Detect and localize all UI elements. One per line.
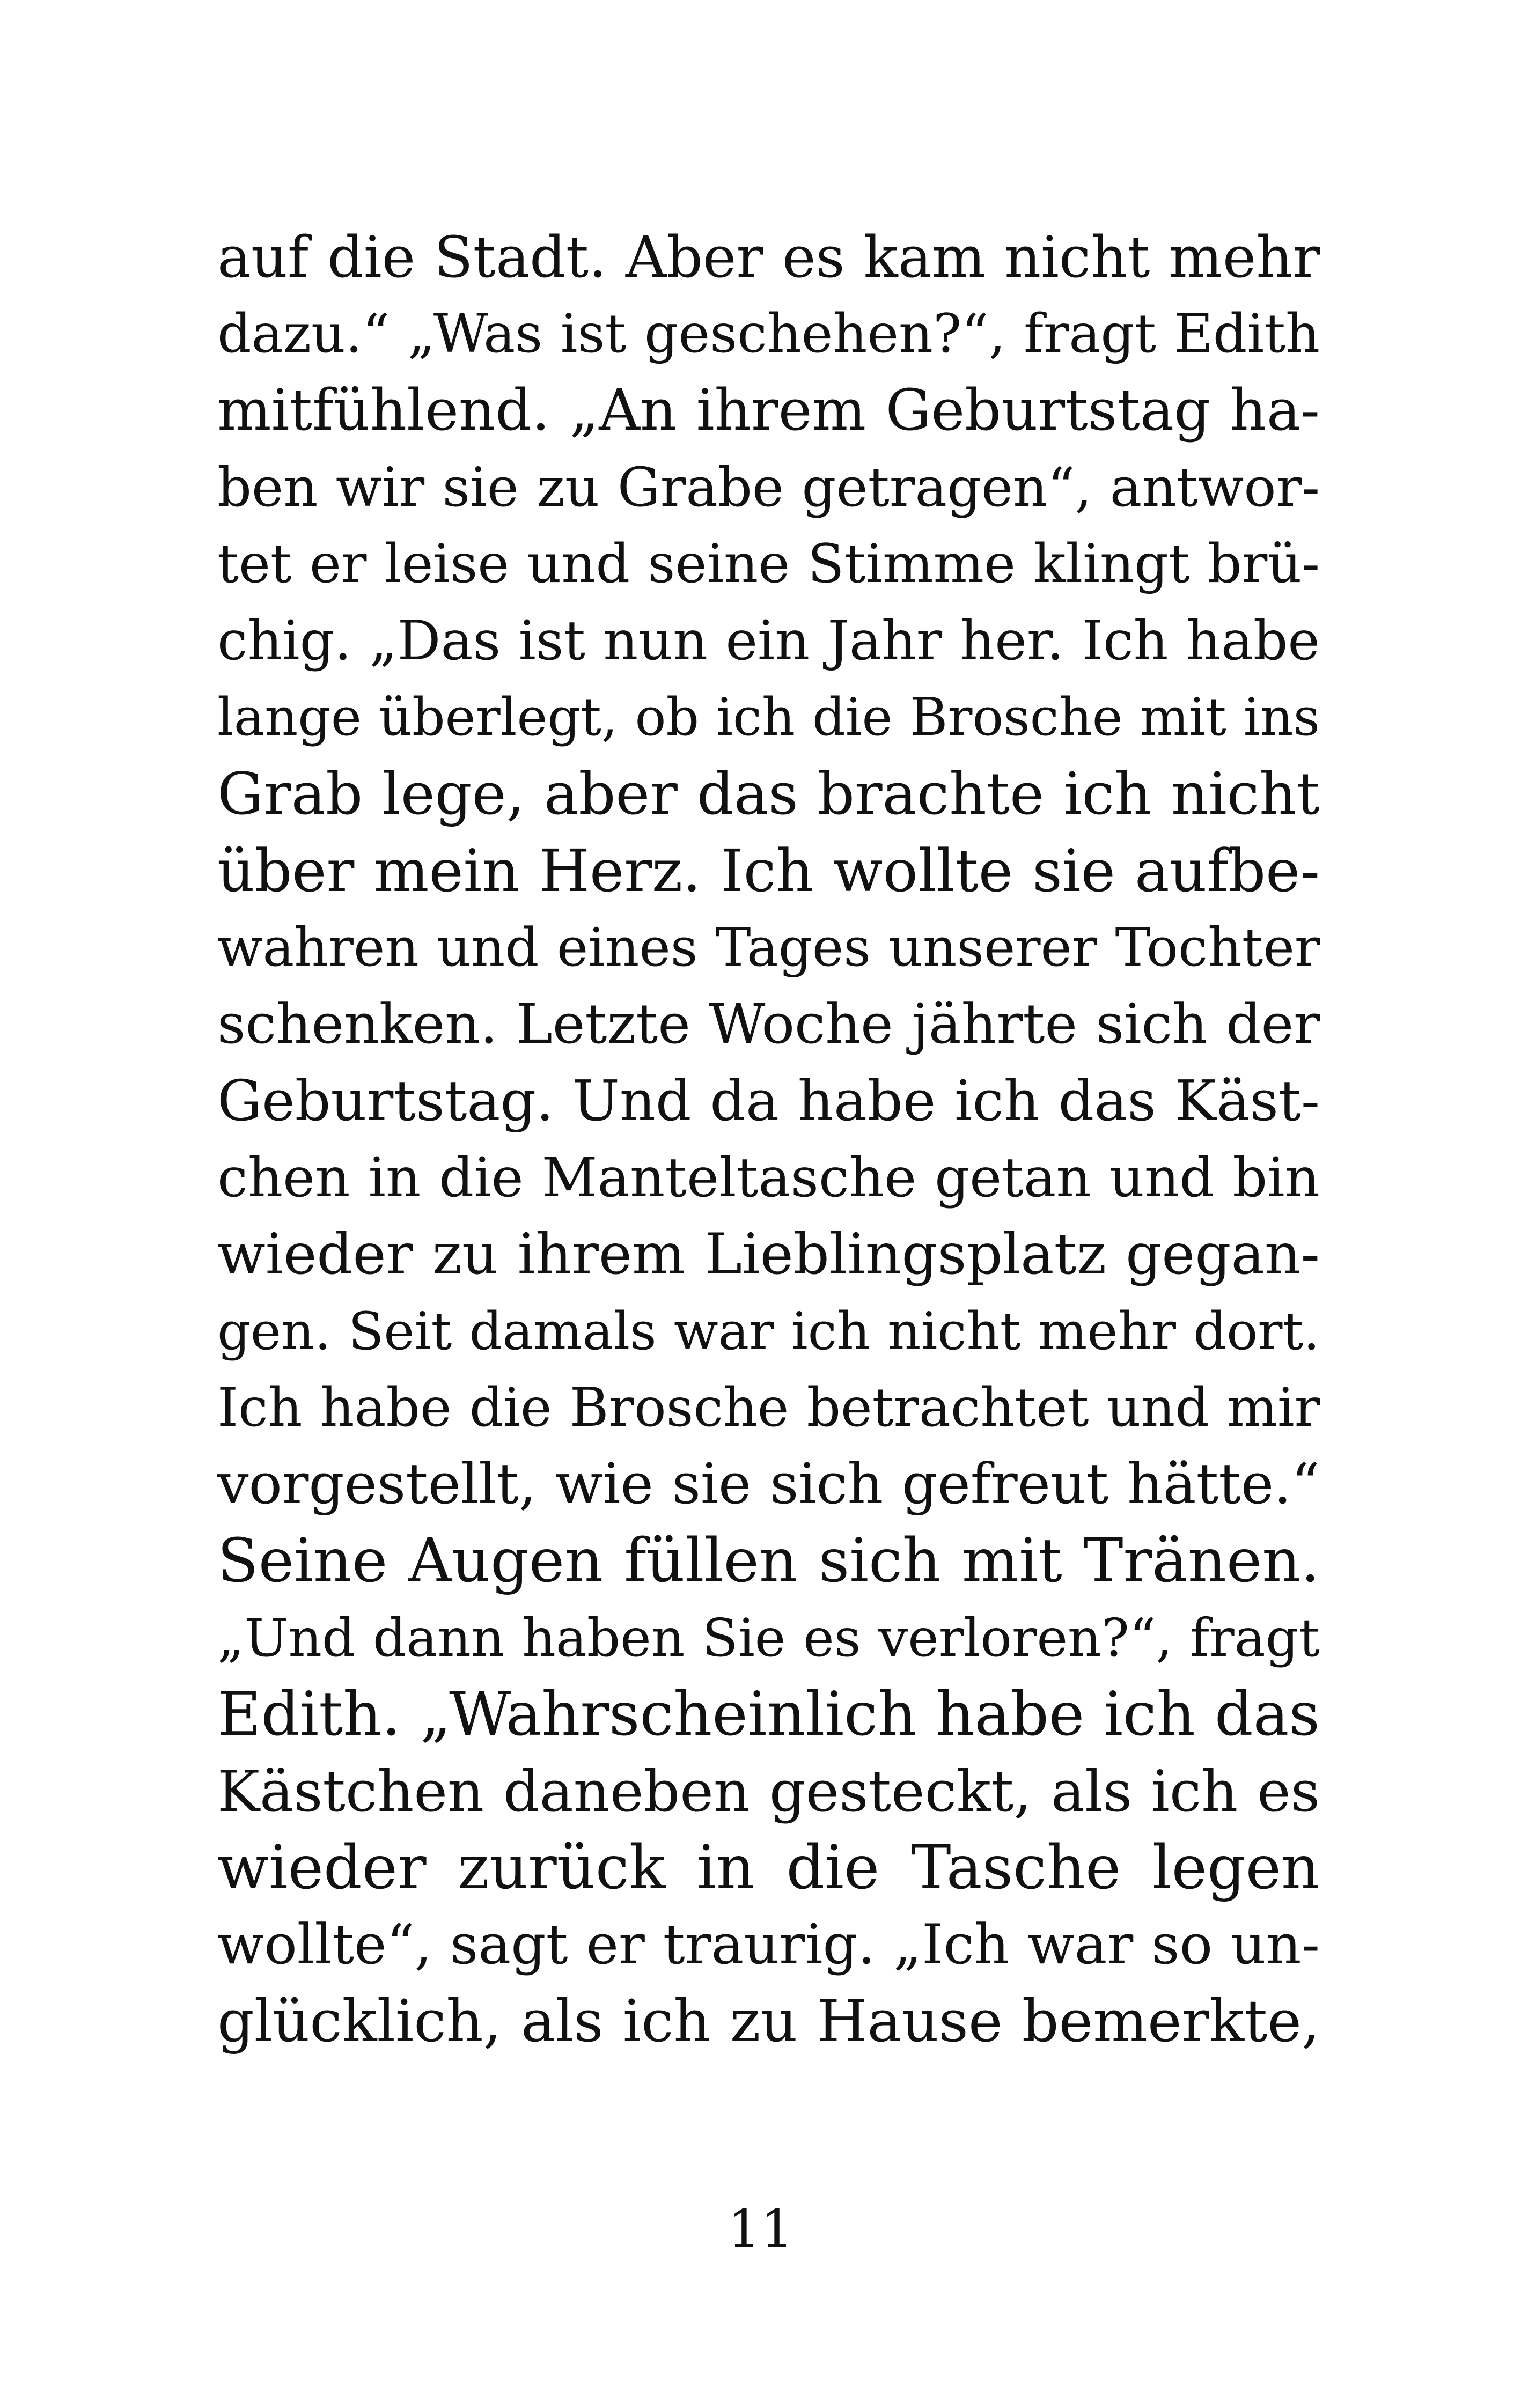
text-line: tet er leise und seine Stimme klingt brü- [217,533,1320,595]
page-number: 11 [728,2199,793,2259]
text-line: wieder zurück in die Tasche legen [217,1833,1320,1903]
text-line: auf die Stadt. Aber es kam nicht mehr [217,224,1320,290]
text-line: vorgestellt, wie sie sich gefreut hätte.“ [217,1452,1320,1516]
text-line: über mein Herz. Ich wollte sie aufbe- [217,837,1320,905]
text-line: dazu.“ „Was ist geschehen?“, fragt Edith [217,303,1320,365]
text-line: schenken. Letzte Woche jährte sich der [217,992,1320,1056]
text-line: gen. Seit damals war ich nicht mehr dort. [217,1301,1320,1361]
text-line: wollte“, sagt er traurig. „Ich war so un- [217,1913,1320,1977]
text-line: wieder zu ihrem Lieblingsplatz gegan- [217,1221,1320,1287]
text-line: chig. „Das ist nun ein Jahr her. Ich habe [217,609,1320,672]
text-line: wahren und eines Tages unserer Tochter [217,917,1320,978]
text-line: Kästchen daneben gesteckt, als ich es [217,1758,1320,1824]
text-line: Edith. „Wahrscheinlich habe ich das [217,1680,1320,1749]
text-line: Grab lege, aber das brachte ich nicht [217,761,1320,828]
text-line: Ich habe die Brosche betrachtet und mir [217,1377,1320,1439]
text-line: chen in die Manteltasche getan und bin [217,1146,1320,1209]
text-line: Seine Augen füllen sich mit Tränen. [217,1526,1320,1596]
text-line: Geburtstag. Und da habe ich das Käst- [217,1068,1320,1133]
body-text [217,219,1320,2060]
text-line: lange überlegt, ob ich die Brosche mit ins [217,687,1320,747]
text-line: mitfühlend. „An ihrem Geburtstag ha- [217,377,1320,444]
text-line: ben wir sie zu Grabe getragen“, antwor- [217,456,1320,519]
text-line: glücklich, als ich zu Hause bemerkte, [217,1988,1320,2055]
text-line: „Und dann haben Sie es verloren?“, fragt [217,1608,1320,1668]
